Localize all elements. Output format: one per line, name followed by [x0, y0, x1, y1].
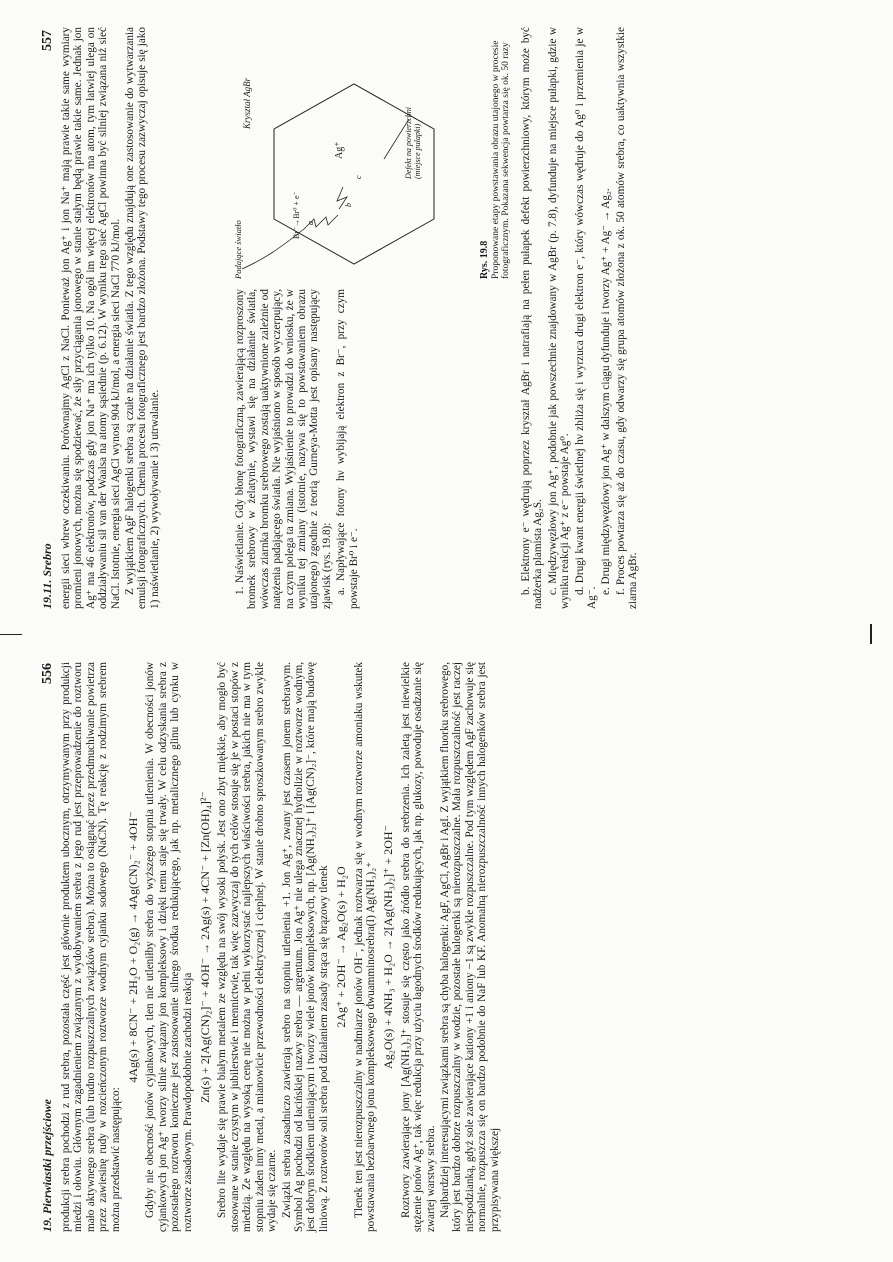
figure-drawing	[234, 29, 474, 279]
label-light: Padające światło	[233, 220, 243, 279]
left-page	[0, 631, 893, 1262]
left-paragraph: Najbardziej interesującymi związkami srebra są chyba halogenki: AgF, AgCl, AgBr i AgI. Z wyjątkiem fluorku srebrowego, który jest bardzo dobrze rozpuszczalny w wodzie, pozostałe halogenki są nierozpuszczalne. Mała rozpuszczalność jest raczej niespodzianką, gdyż sole zawierające kationy +1 i aniony −1 są zwykle rozpuszczalne. Pod tym względem AgF zachowuje się normalnie, rozpuszcza się on bardzo podobnie do NaF lub KF. Anomalną nierozpuszczalność innych halogenków srebra jest przypisywana większej	[438, 662, 501, 1232]
left-paragraph: Roztwory zawierające jony [Ag(NH₃)₂]⁺ stosuje się często jako źródło srebra do srebrzenia. Ich zaletą jest niewielkie stężenie jonów Ag⁺, tak więc redukcja przy użyciu łagodnych środków redukujących, jak np. glukozy, powoduje osadzanie się zwartej warstwy srebra.	[399, 662, 437, 1232]
equation: 4Ag(s) + 8CN⁻ + 2H₂O + O₂(g) → 4Ag(CN)₂⁻ + 4OH⁻	[126, 811, 141, 1083]
equation: 2Ag⁺ + 2OH⁻ → Ag₂O(s) + H₂O	[334, 866, 349, 1028]
right-paragraph: f. Proces powtarza się aż do czasu, gdy odwarzy się grupa atomów złożona z ok. 50 atomów srebra, co uaktywnia wszystkie ziarna AgBr.	[614, 27, 640, 609]
left-paragraph: Tlenek ten jest nierozpuszczalny w nadmiarze jonów OH⁻, jednak roztwarza się w wodnym roztworze amoniaku wskutek powstawania bezbarwnego jonu kompleksowego dwuamminosrebra(I) Ag(NH₃)₂⁺	[352, 662, 377, 1232]
label-b: b	[344, 203, 353, 207]
left-paragraph: produkcji srebra pochodzi z rud srebra, pozostała część jest głównie produktem ubocznym, otrzymywanym przy produkcji miedzi i ołowiu. Głównym zagadnieniem związanym z wydobywaniem srebra z jego rud jest przeprowadzenie do roztworu mało aktywnego srebra (lub trudno rozpuszczalnych związków srebra). Można to osiągnąć przez przedmuchiwanie powietrza przez zawiesinę rudy w rozcieńczonym roztworze wodnym cyjanku sodowego (NaCN). Tę reakcję z rodzimym srebrem można przedstawić następująco:	[60, 662, 122, 1232]
label-c: c	[354, 175, 363, 179]
right-paragraph: Z wyjątkiem AgF halogenki srebra są czułe na działanie światła. Z tego względu znajdują one zastosowanie do wytwarzania emulsji fotograficznych. Chemia procesu fotograficznego jest bardzo złożona. Podstawy tego procesu zazwyczaj opisuje się jako 1) naświetlanie, 2) wywoływanie i 3) utrwalanie.	[124, 27, 161, 609]
right-paragraph: a. Napływające fotony hν wybijają elektron z Br⁻, przy czym powstaje Br⁰ i e⁻.	[335, 289, 360, 609]
figure-caption	[480, 29, 512, 279]
figure-19-8	[234, 29, 474, 279]
figure-caption-title: Rys. 19.8	[479, 240, 490, 279]
label-crystal: Kryształ AgBr	[242, 77, 252, 129]
right-running-head: 19.11. Srebro	[40, 543, 54, 609]
right-paragraph: energii sieci wbrew oczekiwaniu. Porównajmy AgCl z NaCl. Ponieważ jon Ag⁺ i jon Na⁺ mają prawie takie same wymiary promieni jonowych, można się spodziewać, że siły przyciągania jonowego w stanie stałym będą prawie takie same. Jednak jon Ag⁺ ma 46 elektronów, podczas gdy jon Na⁺ ma ich tylko 10. Na ogół im więcej elektronów ma atom, tym łatwiej ulega on oddziaływaniu sił van der Waalsa na atomy sąsiednie (p. 6.12). W wyniku tego sieć AgCl powinna być silniej związana niż sieć NaCl. Istotnie, energia sieci AgCl wynosi 904 kJ/mol, a energia sieci NaCl 770 kJ/mol.	[60, 27, 122, 609]
left-paragraph: Związki srebra zasadniczo zawierają srebro na stopniu utlenienia +1. Jon Ag⁺, zwany jest czasem jonem srebrawym. Symbol Ag pochodzi od łacińskiej nazwy srebra — argentum. Jon Ag⁺ nie ulega znacznej hydrolizie w roztworze wodnym, jest dobrym środkiem utleniającym i tworzy wiele jonów kompleksowych, np. [Ag(NH₃)₂]⁺ i [Ag(CN)₂]⁻, które mają budowę liniową. Z roztworów soli srebra pod działaniem zasady strąca się brązowy tlenek	[280, 662, 330, 1232]
equation: Ag₂O(s) + 4NH₃ + H₂O → 2[Ag(NH₃)₂]⁺ + 2OH⁻	[381, 825, 396, 1069]
right-paragraph: d. Drugi kwant energii świetlnej hν zbliża się i wyrzuca drugi elektron e⁻, który wówczas wędruje do Ag⁰ i przemienia je w Ag⁻.	[573, 27, 599, 609]
right-paragraph: 1. Naświetlanie. Gdy błonę fotograficzną, zawierającą rozproszony bromek srebrowy w żelatynie, wystawi się na działanie światła, wówczas ziarnka bromku srebrowego zostają uaktywnione zależnie od natężenia padającego światła. Nie wyjaśniono w sposób wyczerpujący, na czym polega ta zmiana. Wyjaśnienie to prowadzi do wniosku, że w wyniku tej zmiany (istotnie, nazywa się to powstawaniem obrazu utajonego) zgodnie z teorią Gurneya-Motta jest opisany następujący zjawisk (rys. 19.8):	[234, 289, 333, 609]
figure-caption-text: Proponowane etapy powstawania obrazu utajonego w procesie fotograficznym. Pokazana sekwencja powtarza się ok. 50 razy	[490, 40, 511, 279]
label-defect: Defekt na powierzchni (miejsce pułapki)	[404, 107, 422, 179]
right-text-bottom	[520, 27, 642, 609]
equation: Zn(s) + 2[Ag(CN)₂]⁻ + 4OH⁻ → 2Ag(s) + 4CN⁻ + [Zn(OH)₄]²⁻	[198, 791, 213, 1103]
left-paragraph: Gdyby nie obecność jonów cyjankowych, tlen nie utleniłby srebra do wyższego stopnia utlenienia. W obecności jonów cyjankowych jon Ag⁺ tworzy silnie związany jon kompleksowy i dzięki temu staje się trwały. W celu odzyskania srebra z pozostałego roztworu konieczne jest zastosowanie silnego środka redukującego, jak np. metalicznego glinu lub cynku w roztworze zasadowym. Prawdopodobnie zachodzi reakcja	[144, 662, 194, 1232]
right-text-narrow	[234, 289, 362, 609]
label-a: a	[306, 221, 315, 225]
left-running-head: 19. Pierwiastki przejściowe	[40, 1099, 54, 1232]
right-paragraph: b. Elektrony e⁻ wędrują poprzez kryształ AgBr i natrafiają na pełen pułapek defekt powierzchniowy, którym może być nadżerka plamista Ag₂S.	[520, 27, 545, 609]
label-reaction: Br⁻→Br⁰ + e⁻	[292, 191, 301, 239]
right-paragraph: c. Międzywęzłowy jon Ag⁺, podobnie jak powszechnie znajdowany w AgBr (p. 7.8), dyfunduje na miejsce pułapki, gdzie w wyniku reakcji Ag⁺ z e⁻ powstaje Ag⁰.	[546, 27, 572, 609]
right-page-number: 557	[40, 30, 55, 51]
right-paragraph: e. Drugi międzywęzłowy jon Ag⁺ w dalszym ciągu dyfunduje i tworzy Ag⁺ + Ag⁻ → Ag₂.	[600, 188, 613, 595]
left-paragraph: Srebro lite wydaje się prawie białym metalem ze względu na swój wysoki połysk. Jest ono zbyt miękkie, aby mogło być stosowane w stanie czystym w jubilerstwie i mennictwie, tak więc zazwyczaj do tych celów stosuje się je w postaci stopów z miedzią. Ze względu na wysoką cenę nie można w pełni wykorzystać najlepszych właściwości srebra, jakich nie ma w tym stopniu żaden inny metal, a mianowicie przewodności elektrycznej i cieplnej. W stanie drobno sproszkowanym srebro zwykle wydaje się czarne.	[216, 662, 279, 1232]
left-page-number: 556	[40, 663, 55, 684]
left-text-column	[60, 662, 503, 1232]
right-text-top	[60, 27, 163, 609]
label-ion: Ag⁺	[334, 141, 345, 159]
